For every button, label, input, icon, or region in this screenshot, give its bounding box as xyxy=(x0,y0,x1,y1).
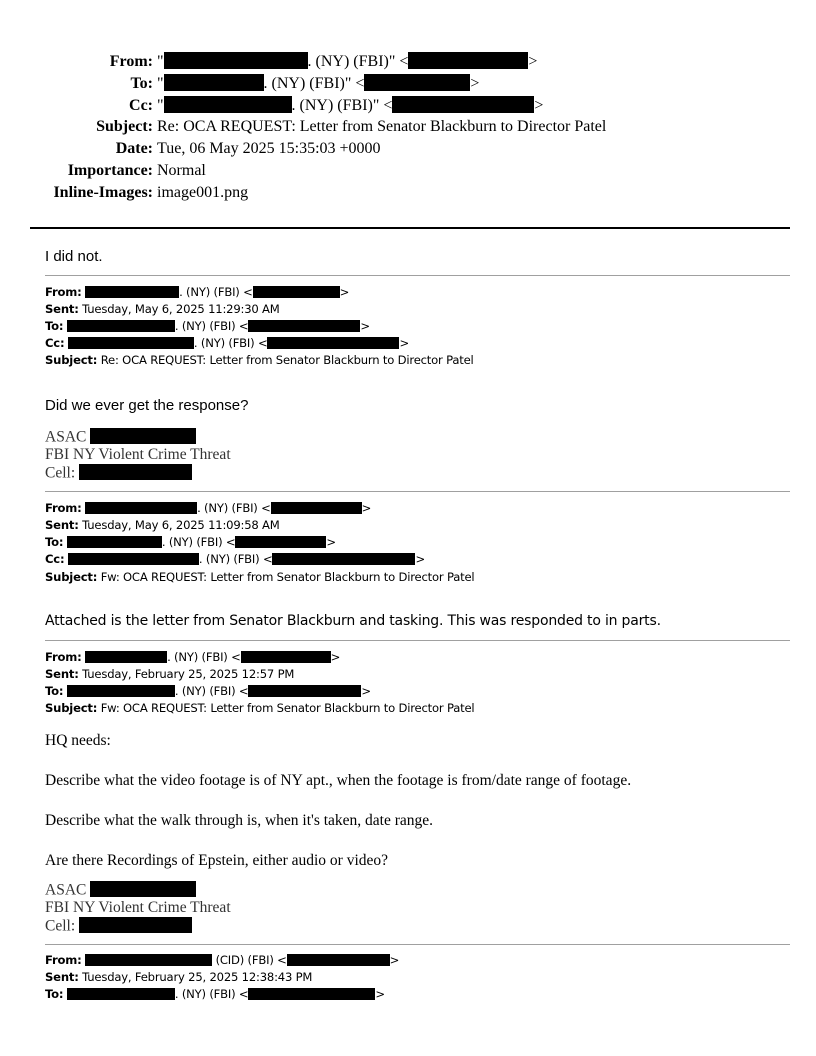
redaction xyxy=(85,286,179,298)
divider xyxy=(45,640,790,641)
redaction xyxy=(408,52,528,69)
redaction xyxy=(271,502,362,514)
divider xyxy=(45,275,790,276)
header-divider xyxy=(30,227,790,229)
redaction xyxy=(164,74,264,91)
header-cc: Cc: " . (NY) (FBI)" < > xyxy=(129,96,544,114)
msg4-sent: Sent: Tuesday, February 25, 2025 12:38:43 PM xyxy=(45,970,313,984)
redaction xyxy=(164,96,292,113)
redaction xyxy=(241,651,331,663)
redaction xyxy=(85,651,167,663)
msg2-cc: Cc: . (NY) (FBI) < > xyxy=(45,552,425,566)
msg1-to: To: . (NY) (FBI) < > xyxy=(45,319,370,333)
msg3-body-line: Are there Recordings of Epstein, either audio or video? xyxy=(45,852,389,869)
header-date: Date: Tue, 06 May 2025 15:35:03 +0000 xyxy=(115,140,381,157)
redaction xyxy=(253,286,340,298)
redaction xyxy=(79,917,192,933)
redaction xyxy=(267,337,399,349)
reply-body: I did not. xyxy=(45,248,103,265)
header-from: From: " . (NY) (FBI)" < > xyxy=(109,52,538,70)
redaction xyxy=(272,553,415,565)
redaction xyxy=(235,536,326,548)
msg1-sent: Sent: Tuesday, May 6, 2025 11:29:30 AM xyxy=(45,302,280,316)
header-inline-images: Inline-Images: image001.png xyxy=(53,184,249,201)
msg3-body-line: HQ needs: xyxy=(45,732,111,749)
redaction xyxy=(248,320,360,332)
redaction xyxy=(90,881,196,897)
msg1-body: Did we ever get the response? xyxy=(45,397,249,414)
msg3-to: To: . (NY) (FBI) < > xyxy=(45,684,371,698)
sig-cell: Cell: xyxy=(45,464,192,482)
msg2-sent: Sent: Tuesday, May 6, 2025 11:09:58 AM xyxy=(45,518,280,532)
msg2-to: To: . (NY) (FBI) < > xyxy=(45,535,336,549)
sig-cell: Cell: xyxy=(45,917,192,935)
redaction xyxy=(85,502,197,514)
redaction xyxy=(392,96,534,113)
msg1-from: From: . (NY) (FBI) < > xyxy=(45,285,350,299)
sig-unit: FBI NY Violent Crime Threat xyxy=(45,899,231,916)
msg1-cc: Cc: . (NY) (FBI) < > xyxy=(45,336,409,350)
redaction xyxy=(68,553,199,565)
header-importance: Importance: Normal xyxy=(67,162,206,179)
sig-unit: FBI NY Violent Crime Threat xyxy=(45,446,231,463)
redaction xyxy=(79,464,192,480)
redaction xyxy=(90,428,196,444)
msg4-to: To: . (NY) (FBI) < > xyxy=(45,987,385,1001)
header-to: To: " . (NY) (FBI)" < > xyxy=(130,74,480,92)
redaction xyxy=(67,320,175,332)
redaction xyxy=(68,337,194,349)
redaction xyxy=(364,74,470,91)
msg3-from: From: . (NY) (FBI) < > xyxy=(45,650,341,664)
msg3-body-line: Describe what the walk through is, when it's taken, date range. xyxy=(45,812,434,829)
header-subject: Subject: Re: OCA REQUEST: Letter from Senator Blackburn to Director Patel xyxy=(96,118,607,135)
msg1-subject: Subject: Re: OCA REQUEST: Letter from Senator Blackburn to Director Patel xyxy=(45,353,474,367)
divider xyxy=(45,944,790,945)
redaction xyxy=(248,685,361,697)
redaction xyxy=(67,685,175,697)
msg2-from: From: . (NY) (FBI) < > xyxy=(45,501,372,515)
sig-title: ASAC xyxy=(45,428,196,446)
redaction xyxy=(248,988,375,1000)
redaction xyxy=(164,52,308,69)
redaction xyxy=(287,954,390,966)
redaction xyxy=(67,536,162,548)
sig-title: ASAC xyxy=(45,881,196,899)
redaction xyxy=(67,988,175,1000)
msg3-body-line: Describe what the video footage is of NY apt., when the footage is from/date range of footage. xyxy=(45,772,632,789)
msg3-sent: Sent: Tuesday, February 25, 2025 12:57 PM xyxy=(45,667,295,681)
msg2-subject: Subject: Fw: OCA REQUEST: Letter from Senator Blackburn to Director Patel xyxy=(45,570,475,584)
msg4-from: From: (CID) (FBI) < > xyxy=(45,953,400,967)
redaction xyxy=(85,954,212,966)
msg2-body: Attached is the letter from Senator Blackburn and tasking. This was responded to in parts. xyxy=(45,613,661,629)
divider xyxy=(45,491,790,492)
msg3-subject: Subject: Fw: OCA REQUEST: Letter from Senator Blackburn to Director Patel xyxy=(45,701,475,715)
